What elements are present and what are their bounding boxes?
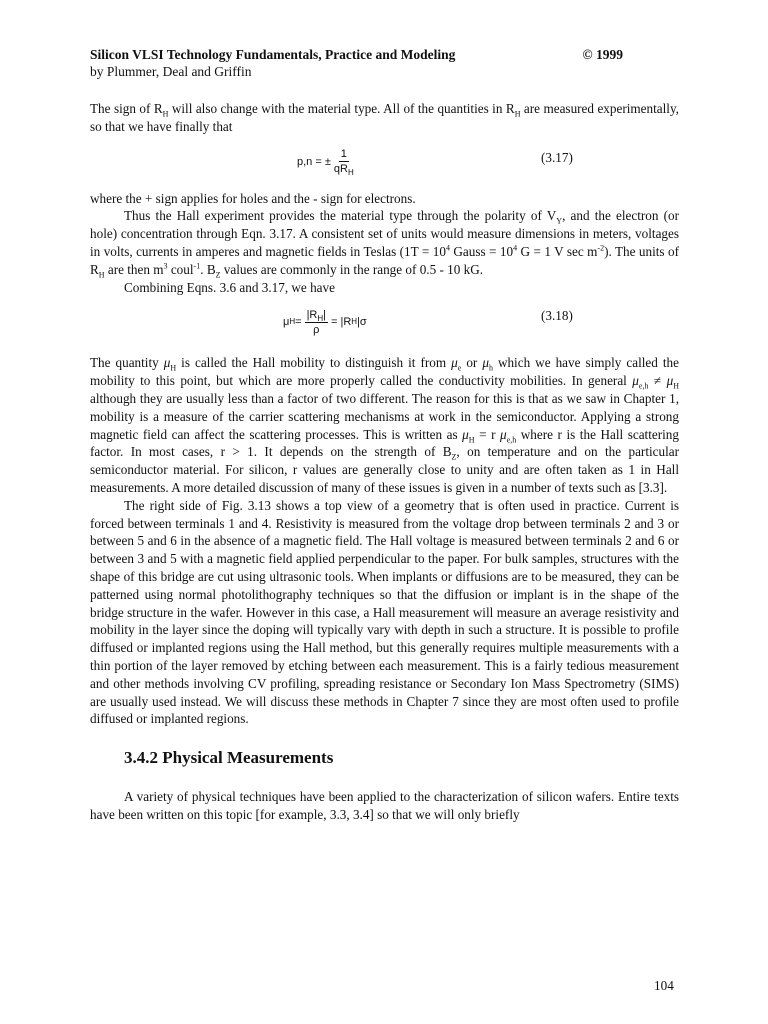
paragraph: The sign of $R_H$ will also change with the material type. All of the quantities in $R_H$ are measured experimentally, so that we have finally that [90, 101, 679, 134]
paragraph: Thus the Hall experiment provides the material type through the polarity of $V_Y$, and the electron (or hole) concentration through Eqn. 3.17. A consistent set of units would measure dimensions in meters, voltages in volts, currents in amperes and magnetic fields in Teslas ($1T = 10^4$ Gauss = $10^4$ G = 1 V $\sec m^{-2}$). The units of $R_H$ are then $m^3$ coul$^{-1}$. $B_Z$ values are commonly in the range of 0.5 - 10 kG. [90, 208, 679, 280]
paragraph: Combining Eqns. 3.6 and 3.17, we have [124, 279, 335, 295]
equation-3-17: p,n = ± $\frac{1}{qR_H}$ (3.17) [297, 148, 573, 178]
section-heading: 3.4.2 Physical Measurements [124, 748, 334, 768]
equation-3-18: μ H = $\frac{|R_H|}{\rho}$ = |R H |σ (3.18) [283, 308, 573, 336]
paragraph: The quantity $\mu_H$ is called the Hall mobility to distinguish it from $\mu_e$ or $\mu_h$ which we have simply called the mobility to this point, but which are more properly called the conductivity mobilities. In general $\mu_{e,h} \ne \mu_H$ although they are usually less than a factor of two different. The reason for this is that as we saw in Chapter 1, mobility is a measure of the carrier scattering mechanisms at work in the semiconductor. Applying a strong magnetic field can affect the scattering processes. This is written as $\mu_H = r$ $\mu_{e,h}$ where r is the Hall scattering factor. In most cases, r > 1. It depends on the strength of $B_Z$, on temperature and on the particular semiconductor material. For silicon, r values are generally close to unity and are often taken as 1 in Hall measurements. A more detailed discussion of many of these issues is given in a number of texts such as [3.3]. [90, 355, 679, 495]
equation-number: (3.17) [541, 149, 573, 165]
paragraph: A variety of physical techniques have been applied to the characterization of silicon wafers. Entire texts have been written on this topic [for example, 3.3, 3.4] so that we will only briefly [90, 789, 679, 822]
paragraph: The right side of Fig. 3.13 shows a top view of a geometry that is often used in practice. Current is forced between terminals 1 and 4. Resistivity is measured from the voltage drop between terminals 2 and 3 or between 5 and 6 in the absence of a magnetic field. The Hall voltage is measured between terminals 2 and 6 or between 3 and 5 with a magnetic field applied perpendicular to the paper. For bulk samples, structures with the shape of this bridge are cut using ultrasonic tools. When implants or diffusions are to be measured, they can be patterned using normal photolithography techniques so that the diffusion or implant is in the shape of the bridge structure in the wafer. However in this case, a Hall measurement will measure an average resistivity and mobility in the layer since the doping will typically vary with depth in such a structure. It is possible to profile diffused or implanted regions using the Hall method, but this generally requires multiple measurements with a thin portion of the layer removed by etching between each measurement. This is a fairly tedious measurement and other methods involving CV profiling, spreading resistance or Secondary Ion Mass Spectrometry (SIMS) are usually used instead. We will discuss these methods in Chapter 7 since they are most often used to profile diffused or implanted regions. [90, 497, 679, 727]
paragraph: where the + sign applies for holes and the - sign for electrons. [90, 190, 416, 206]
book-authors: by Plummer, Deal and Griffin [90, 64, 252, 79]
book-title: Silicon VLSI Technology Fundamentals, Practice and Modeling [90, 47, 456, 62]
page-number: 104 [654, 978, 674, 993]
equation-number: (3.18) [541, 308, 573, 324]
copyright: © 1999 [582, 47, 623, 62]
page-content [90, 46, 679, 824]
running-header [90, 46, 679, 80]
